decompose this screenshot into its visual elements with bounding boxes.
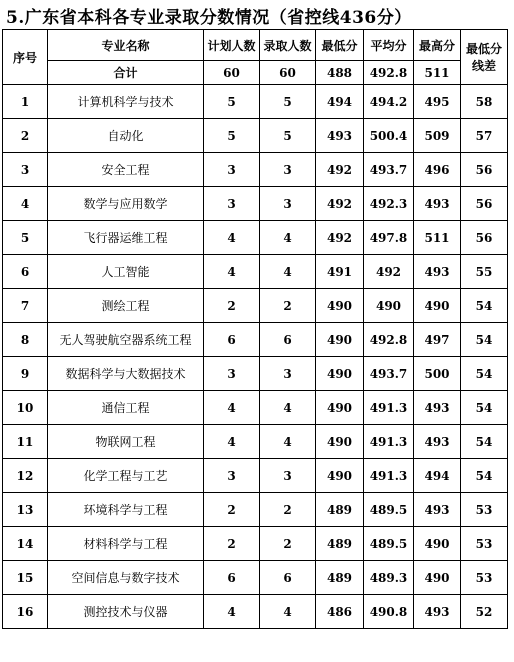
row-admitted: 4 [260, 221, 316, 255]
row-index: 4 [3, 187, 48, 221]
table-row [3, 527, 508, 561]
row-diff: 54 [461, 289, 508, 323]
row-admitted: 2 [260, 527, 316, 561]
row-min: 492 [316, 153, 364, 187]
row-min: 490 [316, 323, 364, 357]
row-max: 493 [414, 187, 461, 221]
row-index: 7 [3, 289, 48, 323]
row-diff: 56 [461, 187, 508, 221]
row-planned: 4 [204, 391, 260, 425]
row-diff: 54 [461, 323, 508, 357]
row-index: 1 [3, 85, 48, 119]
row-major: 自动化 [48, 119, 204, 153]
row-avg: 492.8 [364, 323, 414, 357]
table-row [3, 119, 508, 153]
row-planned: 2 [204, 527, 260, 561]
row-diff: 56 [461, 221, 508, 255]
row-major: 测绘工程 [48, 289, 204, 323]
header-major: 专业名称 [48, 30, 204, 61]
row-index: 3 [3, 153, 48, 187]
row-avg: 492 [364, 255, 414, 289]
row-admitted: 4 [260, 595, 316, 629]
row-admitted: 3 [260, 459, 316, 493]
row-diff: 53 [461, 493, 508, 527]
row-index: 5 [3, 221, 48, 255]
row-planned: 3 [204, 187, 260, 221]
row-admitted: 6 [260, 323, 316, 357]
row-major: 安全工程 [48, 153, 204, 187]
row-major: 通信工程 [48, 391, 204, 425]
table-row [3, 493, 508, 527]
table-row [3, 357, 508, 391]
row-diff: 52 [461, 595, 508, 629]
row-min: 491 [316, 255, 364, 289]
row-planned: 5 [204, 85, 260, 119]
row-admitted: 2 [260, 289, 316, 323]
row-planned: 6 [204, 561, 260, 595]
total-row [3, 61, 508, 85]
row-planned: 5 [204, 119, 260, 153]
row-diff: 54 [461, 357, 508, 391]
row-major: 空间信息与数字技术 [48, 561, 204, 595]
row-index: 12 [3, 459, 48, 493]
row-diff: 58 [461, 85, 508, 119]
row-min: 490 [316, 459, 364, 493]
row-diff: 57 [461, 119, 508, 153]
row-major: 计算机科学与技术 [48, 85, 204, 119]
row-major: 环境科学与工程 [48, 493, 204, 527]
row-min: 492 [316, 221, 364, 255]
row-planned: 4 [204, 595, 260, 629]
row-min: 494 [316, 85, 364, 119]
table-row [3, 425, 508, 459]
row-max: 493 [414, 425, 461, 459]
row-major: 人工智能 [48, 255, 204, 289]
row-avg: 490.8 [364, 595, 414, 629]
row-max: 497 [414, 323, 461, 357]
row-major: 材料科学与工程 [48, 527, 204, 561]
row-admitted: 3 [260, 357, 316, 391]
row-max: 493 [414, 595, 461, 629]
row-index: 9 [3, 357, 48, 391]
row-diff: 53 [461, 527, 508, 561]
row-index: 15 [3, 561, 48, 595]
row-diff: 54 [461, 459, 508, 493]
row-avg: 489.5 [364, 493, 414, 527]
table-row [3, 459, 508, 493]
total-avg: 492.8 [364, 61, 414, 85]
total-label: 合计 [48, 61, 204, 85]
row-index: 11 [3, 425, 48, 459]
page-title: 5.广东省本科各专业录取分数情况（省控线436分） [6, 8, 412, 28]
row-index: 13 [3, 493, 48, 527]
table-row [3, 323, 508, 357]
row-admitted: 3 [260, 153, 316, 187]
row-max: 493 [414, 493, 461, 527]
header-avg: 平均分 [364, 30, 414, 61]
row-planned: 4 [204, 425, 260, 459]
row-min: 490 [316, 357, 364, 391]
row-major: 测控技术与仪器 [48, 595, 204, 629]
row-planned: 3 [204, 459, 260, 493]
row-avg: 491.3 [364, 425, 414, 459]
row-planned: 2 [204, 289, 260, 323]
row-avg: 492.3 [364, 187, 414, 221]
row-major: 无人驾驶航空器系统工程 [48, 323, 204, 357]
row-admitted: 3 [260, 187, 316, 221]
row-max: 511 [414, 221, 461, 255]
row-avg: 491.3 [364, 459, 414, 493]
row-index: 14 [3, 527, 48, 561]
table-row [3, 187, 508, 221]
row-avg: 493.7 [364, 357, 414, 391]
header-min: 最低分 [316, 30, 364, 61]
row-diff: 54 [461, 425, 508, 459]
header-admitted: 录取人数 [260, 30, 316, 61]
header-row [3, 30, 508, 61]
row-avg: 500.4 [364, 119, 414, 153]
table-row [3, 595, 508, 629]
row-min: 490 [316, 289, 364, 323]
row-planned: 3 [204, 153, 260, 187]
table-row [3, 221, 508, 255]
row-max: 509 [414, 119, 461, 153]
row-diff: 53 [461, 561, 508, 595]
total-planned: 60 [204, 61, 260, 85]
row-max: 490 [414, 527, 461, 561]
table-row [3, 153, 508, 187]
row-admitted: 6 [260, 561, 316, 595]
header-max: 最高分 [414, 30, 461, 61]
row-admitted: 4 [260, 255, 316, 289]
row-avg: 491.3 [364, 391, 414, 425]
table-row [3, 85, 508, 119]
row-min: 493 [316, 119, 364, 153]
row-max: 495 [414, 85, 461, 119]
total-min: 488 [316, 61, 364, 85]
total-max: 511 [414, 61, 461, 85]
row-index: 10 [3, 391, 48, 425]
row-index: 16 [3, 595, 48, 629]
row-diff: 55 [461, 255, 508, 289]
row-admitted: 5 [260, 119, 316, 153]
row-avg: 493.7 [364, 153, 414, 187]
row-min: 489 [316, 527, 364, 561]
row-planned: 6 [204, 323, 260, 357]
row-min: 492 [316, 187, 364, 221]
row-admitted: 2 [260, 493, 316, 527]
table-row [3, 561, 508, 595]
row-max: 494 [414, 459, 461, 493]
row-index: 6 [3, 255, 48, 289]
row-avg: 489.3 [364, 561, 414, 595]
row-min: 489 [316, 493, 364, 527]
row-admitted: 4 [260, 391, 316, 425]
row-avg: 497.8 [364, 221, 414, 255]
header-index: 序号 [3, 30, 48, 85]
row-avg: 489.5 [364, 527, 414, 561]
row-major: 数据科学与大数据技术 [48, 357, 204, 391]
row-min: 486 [316, 595, 364, 629]
row-max: 500 [414, 357, 461, 391]
table-row [3, 391, 508, 425]
row-planned: 4 [204, 255, 260, 289]
row-avg: 494.2 [364, 85, 414, 119]
row-max: 493 [414, 255, 461, 289]
row-planned: 3 [204, 357, 260, 391]
row-max: 490 [414, 289, 461, 323]
row-major: 物联网工程 [48, 425, 204, 459]
row-min: 490 [316, 425, 364, 459]
row-min: 490 [316, 391, 364, 425]
header-planned: 计划人数 [204, 30, 260, 61]
row-major: 飞行器运维工程 [48, 221, 204, 255]
row-min: 489 [316, 561, 364, 595]
row-diff: 56 [461, 153, 508, 187]
row-planned: 4 [204, 221, 260, 255]
row-index: 8 [3, 323, 48, 357]
row-max: 496 [414, 153, 461, 187]
table-row [3, 289, 508, 323]
row-major: 数学与应用数学 [48, 187, 204, 221]
row-avg: 490 [364, 289, 414, 323]
row-max: 490 [414, 561, 461, 595]
row-admitted: 4 [260, 425, 316, 459]
admission-scores-table [2, 29, 508, 629]
header-diff: 最低分线差 [461, 30, 508, 85]
row-max: 493 [414, 391, 461, 425]
total-admitted: 60 [260, 61, 316, 85]
row-index: 2 [3, 119, 48, 153]
table-row [3, 255, 508, 289]
row-admitted: 5 [260, 85, 316, 119]
row-major: 化学工程与工艺 [48, 459, 204, 493]
row-planned: 2 [204, 493, 260, 527]
row-diff: 54 [461, 391, 508, 425]
